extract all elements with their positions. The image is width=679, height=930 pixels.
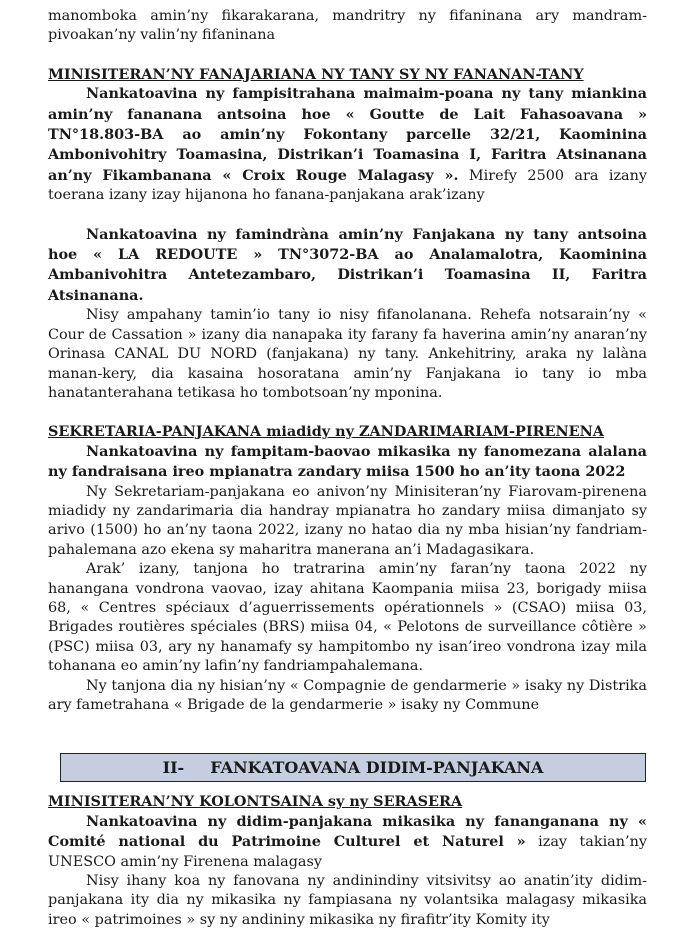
decision-bold: Nankatoavina ny fampitam-baovao mikasika ny fanomezana alalana ny fandraisana ireo mpianatra zandary miisa 1500 ho an’ity taona 2022 <box>48 442 647 481</box>
section-number: II- <box>162 758 185 778</box>
decision-bold: Nankatoavina ny fampisitrahana maimaim-poana ny tany miankina amin’ny fananana antsoina hoe « Goutte de Lait Fahasoavana » TN°18.803-BA ao amin’ny Fokontany parcelle 32/21, Kaominina Ambonivohitry Toamasina, Distrikan’i Toamasina I, Faritra Atsinanana an’ny Fikambanana « Croix Rouge Malagasy ». <box>48 85 647 184</box>
paragraph-zandary-1: Ny Sekretariam-panjakana eo anivon’ny Minisiteran’ny Fiarovam-pirenena miadidy ny zandarimaria dia handray mpianatra ho zandary miisa dimanjato sy arivo (1500) ho an’ny taona 2022, izany no hatao dia ny mba hisian’ny fandriam-pahalemana azo ekena sy maharitra manerana an’i Madagasikara. <box>48 483 647 558</box>
decision-zandary <box>48 442 647 483</box>
paragraph-kolontsaina: Nisy ihany koa ny fanovana ny andinindiny vitsivitsy ao anatin’ity didim-panjakana ity dia ny mikasika ny fampiasana ny volantsika malagasy mikasika ireo « patrimoines » sy ny andininy mikasika ny firafitr’ity Komity ity <box>48 873 647 928</box>
heading-kolontsaina: MINISITERAN’NY KOLONTSAINA sy ny SERASERA <box>48 793 463 811</box>
heading-fanajariana: MINISITERAN’NY FANAJARIANA NY TANY SY NY FANANAN-TANY <box>48 65 584 83</box>
section-2-title-box <box>60 753 646 782</box>
decision-la-redoute <box>48 225 647 307</box>
decision-bold: Nankatoavina ny famindràna amin’ny Fanjakana ny tany antsoina hoe « LA REDOUTE » TN°3072-BA ao Analamalotra, Kaominina Ambanivohitra Antetezambaro, Distrikan’i Toamasina II, Faritra Atsinanana. <box>48 225 647 304</box>
section-title: FANKATOAVANA DIDIM-PANJAKANA <box>210 758 544 778</box>
decision-text: izay takian’ny UNESCO amin’ny Firenena malagasy <box>48 834 647 870</box>
paragraph-zandary-2: Arak’ izany, tanjona ho tratrarina amin’ny faran’ny taona 2022 ny hanangana vondrona vaovao, izay ahitana Kaompania miisa 23, borigady miisa 68, « Centres spéciaux d’aguerrissements opérationnels » (CSAO) miisa 03, Brigades routières spéciales (BRS) miisa 04, « Pelotons de surveillance côtière » (PSC) miisa 03, ary ny hanamafy sy hampitombo ny isan’ireo vondrona izay mila tohanana eo amin’ny lafin’ny fandriampahalemana. <box>48 561 647 675</box>
decision-goutte-de-lait <box>48 84 647 205</box>
heading-zandarimaria: SEKRETARIA-PANJAKANA miadidy ny ZANDARIMARIAM-PIRENENA <box>48 423 604 441</box>
intro-paragraph: manomboka amin’ny fikarakarana, mandritry ny fifaninana ary mandram-pivoakan’ny valin’ny fifaninana <box>48 8 647 44</box>
decision-bold: Nankatoavina ny didim-panjakana mikasika ny fananganana ny « Comité national du Patrimoine Culturel et Naturel » <box>48 812 647 851</box>
paragraph-zandary-3: Ny tanjona dia ny hisian’ny « Compagnie de gendarmerie » isaky ny Distrika ary fametrahana « Brigade de la gendarmerie » isaky ny Commune <box>48 677 647 713</box>
decision-text: Mirefy 2500 ara izany toerana izany izay hijanona ho fanana-panjakana arak’izany <box>48 167 648 204</box>
paragraph-la-redoute: Nisy ampahany tamin’io tany io nisy fifanolanana. Rehefa notsarain’ny « Cour de Cassation » izany dia nanapaka ity farany fa haverina amin’ny anaran’ny Orinasa CANAL DU NORD (fanjakana) ny tany. Ankehitriny, araka ny lalàna manan-kery, dia kasaina hosoratana amin’ny Fanjakana io tany io mba hanatanterahana tetikasa ho tombotsoan’ny mponina. <box>48 307 647 401</box>
decision-comite <box>48 812 647 872</box>
